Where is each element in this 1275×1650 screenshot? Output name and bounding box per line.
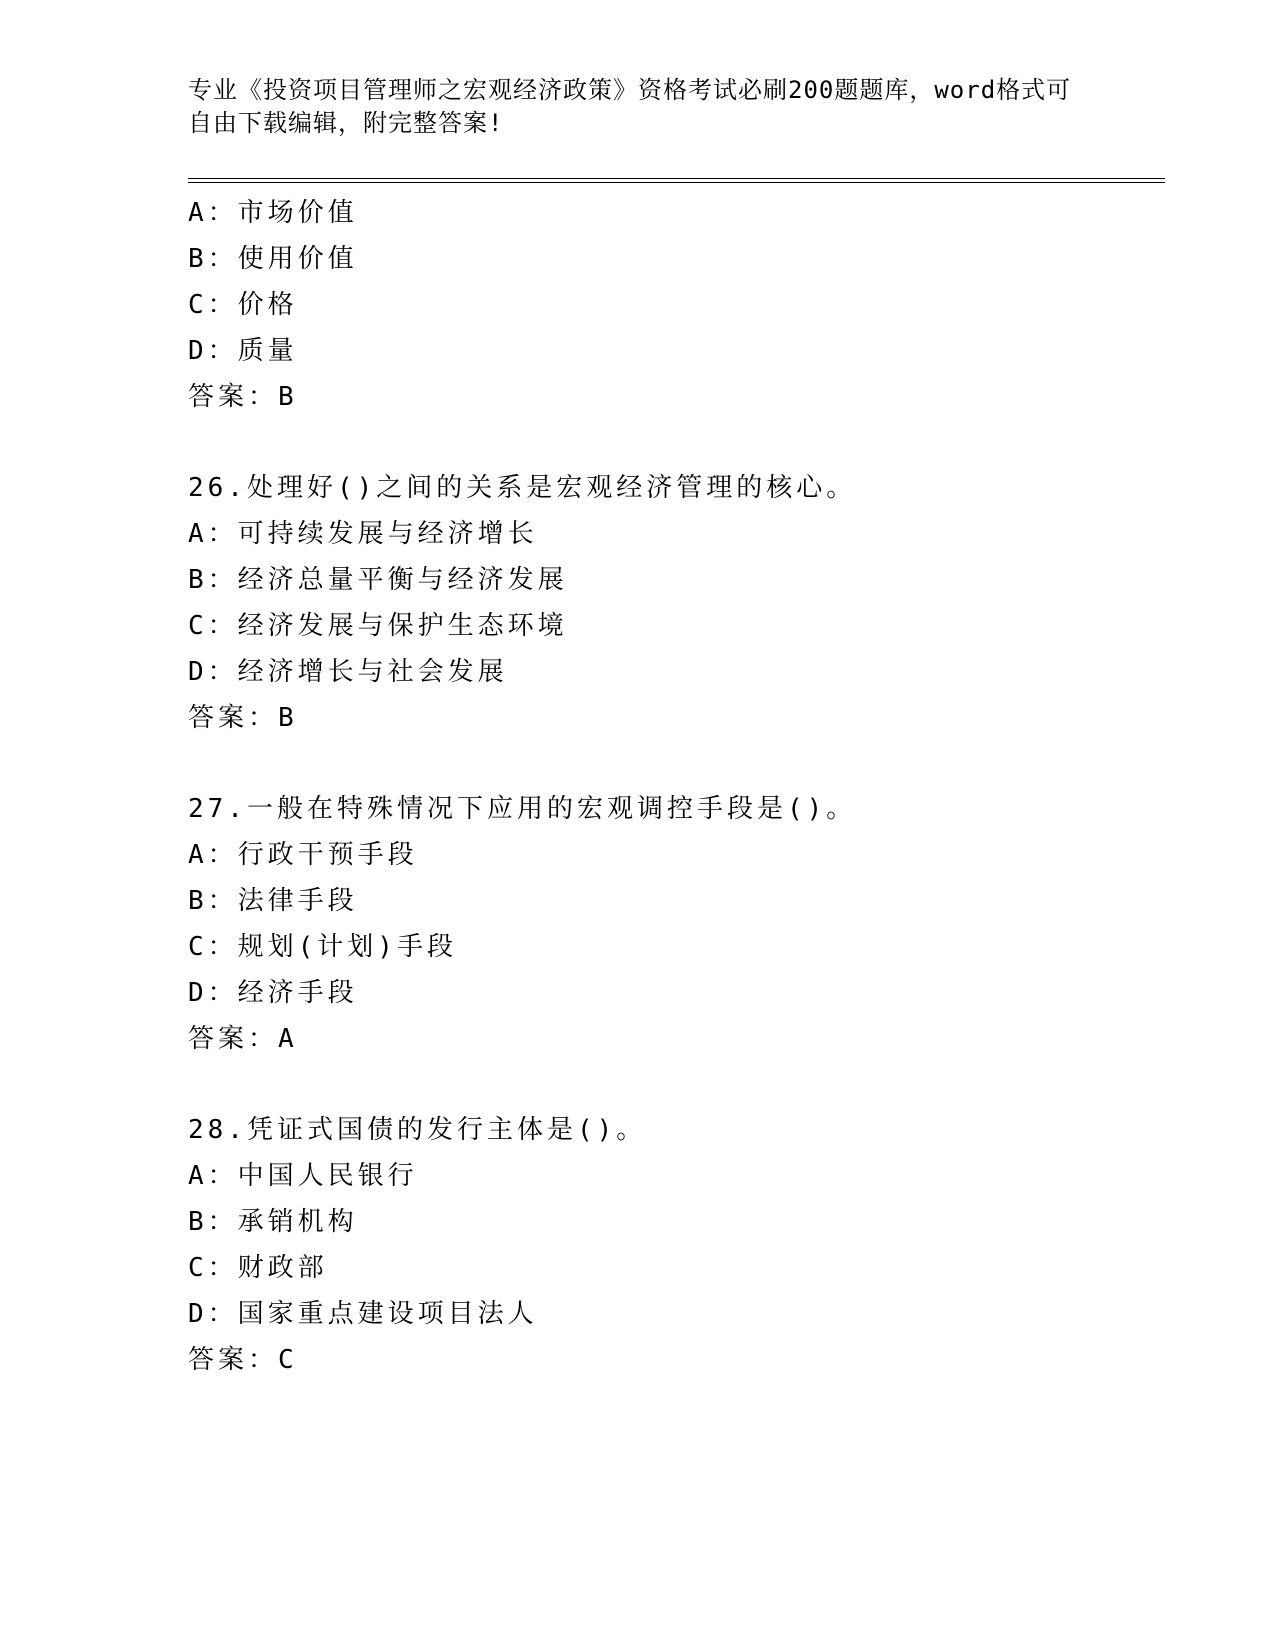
question-stem: 26.处理好()之间的关系是宏观经济管理的核心。 xyxy=(188,473,857,503)
question-stem: 28.凭证式国债的发行主体是()。 xyxy=(188,1115,647,1145)
option-b: B：承销机构 xyxy=(188,1207,358,1237)
option-d: D：国家重点建设项目法人 xyxy=(188,1299,538,1329)
option-d: D：经济手段 xyxy=(188,978,358,1008)
answer-line: 答案：B xyxy=(188,703,298,733)
header-line-1: 专业《投资项目管理师之宏观经济政策》资格考试必刷200题题库，word格式可 xyxy=(188,76,1072,104)
answer-line: 答案：C xyxy=(188,1345,298,1375)
header-line-2: 自由下载编辑，附完整答案! xyxy=(188,109,504,137)
question-block-28 xyxy=(188,1107,1148,1383)
option-c: C：财政部 xyxy=(188,1253,328,1283)
document-header xyxy=(188,74,1088,140)
question-block-25 xyxy=(188,190,1148,420)
option-b: B：法律手段 xyxy=(188,886,358,916)
option-d: D：质量 xyxy=(188,336,298,366)
option-b: B：经济总量平衡与经济发展 xyxy=(188,565,568,595)
question-list xyxy=(188,190,1148,1383)
question-block-26 xyxy=(188,465,1148,741)
option-c: C：经济发展与保护生态环境 xyxy=(188,611,568,641)
header-divider-top xyxy=(188,178,1165,179)
option-a: A：行政干预手段 xyxy=(188,840,418,870)
header-divider-bottom xyxy=(188,182,1165,183)
option-a: A：市场价值 xyxy=(188,198,358,228)
option-c: C：价格 xyxy=(188,290,298,320)
option-b: B：使用价值 xyxy=(188,244,358,274)
option-c: C：规划(计划)手段 xyxy=(188,932,457,962)
option-a: A：可持续发展与经济增长 xyxy=(188,519,538,549)
answer-line: 答案：A xyxy=(188,1024,298,1054)
option-d: D：经济增长与社会发展 xyxy=(188,657,508,687)
question-block-27 xyxy=(188,786,1148,1062)
option-a: A：中国人民银行 xyxy=(188,1161,418,1191)
question-stem: 27.一般在特殊情况下应用的宏观调控手段是()。 xyxy=(188,794,857,824)
answer-line: 答案：B xyxy=(188,382,298,412)
